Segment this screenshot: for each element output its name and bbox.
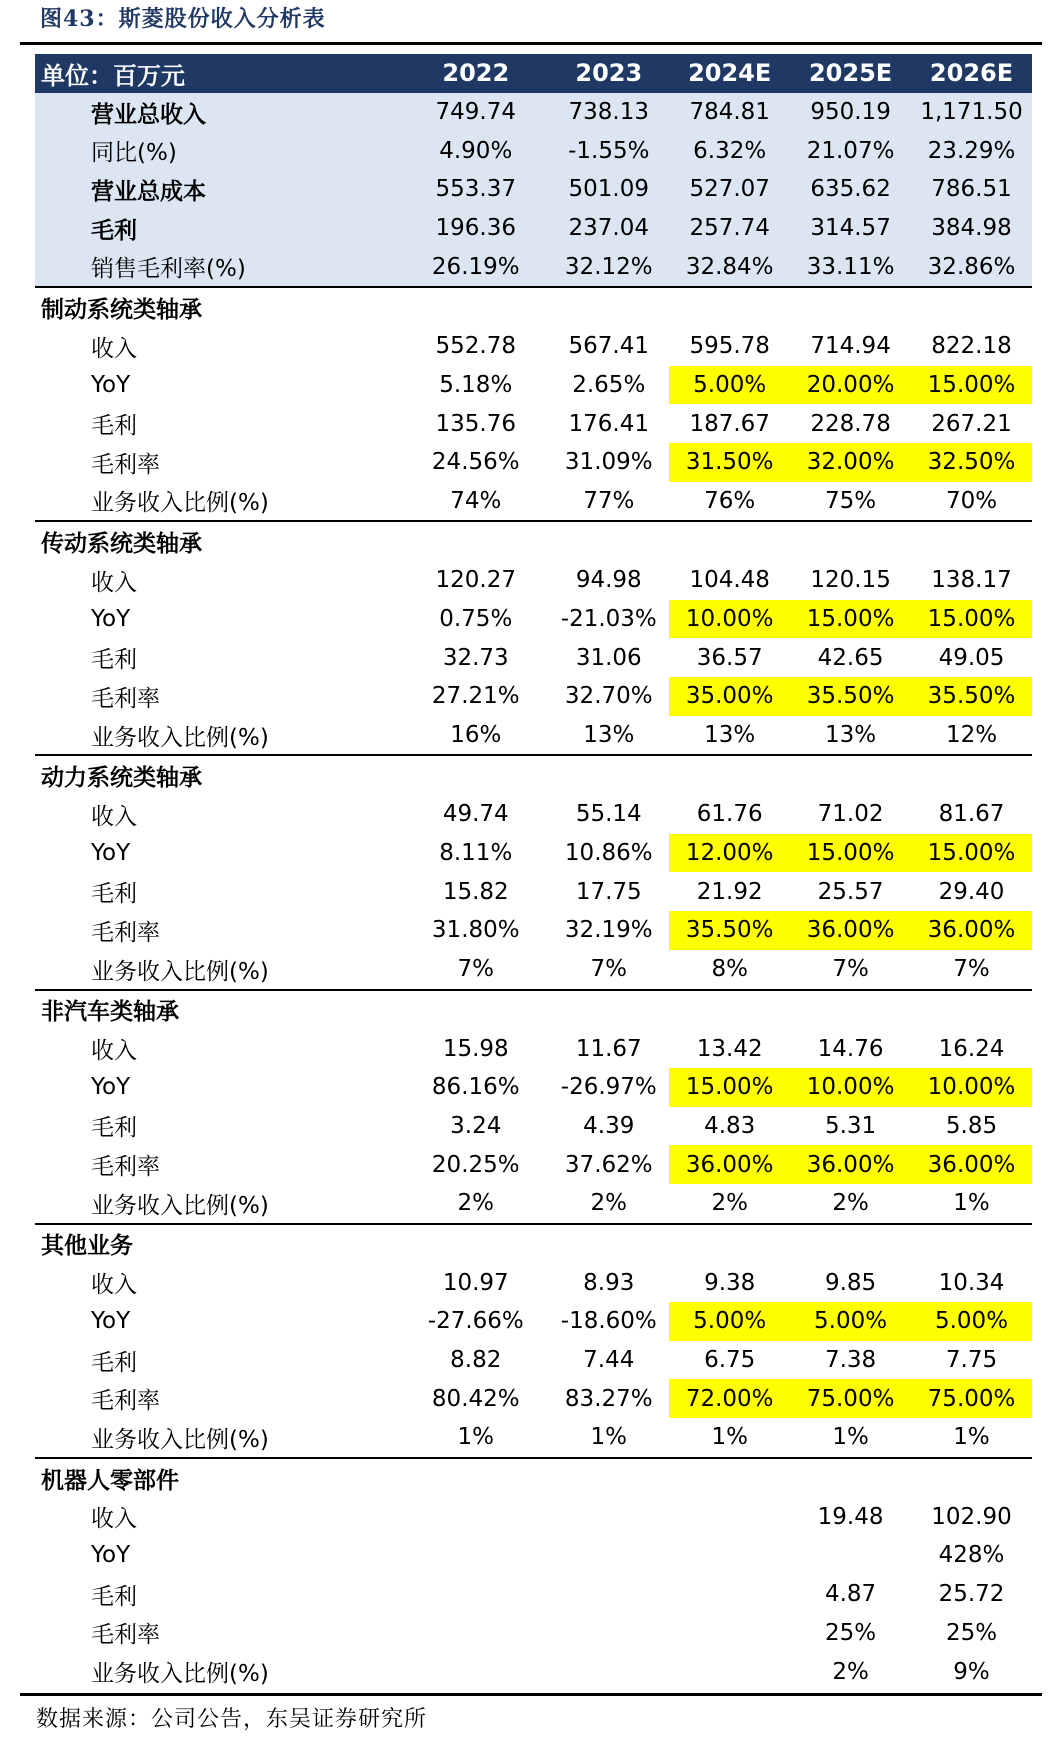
cell-value: 9% (953, 1658, 990, 1685)
cell-value: 7% (953, 956, 990, 983)
row-label: 业务收入比例(%) (91, 958, 269, 985)
cell-value: 33.11% (790, 247, 911, 287)
cell-value: 786.51 (911, 170, 1032, 209)
cell-value: 6.75 (704, 1347, 756, 1374)
highlighted-forecast-cell: 31.50% (669, 443, 790, 482)
cell-value: 8.82 (450, 1347, 502, 1374)
table-row (35, 1418, 1032, 1458)
cell-value: 10.86% (564, 840, 653, 867)
section-title: 其他业务 (35, 1224, 1032, 1264)
highlighted-forecast-cell: 36.00% (790, 1145, 911, 1184)
cell-value: 138.17 (931, 567, 1012, 594)
cell-value: 31.80% (431, 917, 520, 944)
table-row (35, 1652, 1032, 1691)
cell-value (403, 1536, 548, 1575)
row-label: 业务收入比例(%) (91, 1192, 269, 1219)
highlighted-forecast-cell: 5.00% (790, 1302, 911, 1341)
cell-value: 2% (590, 1190, 628, 1217)
table-row (35, 600, 1032, 639)
section-title: 机器人零部件 (35, 1458, 1032, 1498)
cell-value: -1.55% (548, 131, 669, 170)
row-label: YoY (91, 840, 131, 867)
cell-value (669, 1497, 790, 1536)
cell-value: 5.85 (945, 1112, 998, 1139)
cell-value: 77% (583, 487, 635, 514)
row-label: 毛利 (91, 647, 137, 674)
highlighted-forecast-cell: 35.50% (790, 677, 911, 716)
cell-value: -26.97% (560, 1074, 657, 1101)
cell-value (548, 1497, 669, 1536)
cell-value: 71.02 (817, 801, 884, 828)
cell-value: 76% (704, 487, 756, 514)
cell-value: 21.07% (790, 131, 911, 170)
cell-value: 428% (938, 1542, 1005, 1569)
row-label: 业务收入比例(%) (91, 1426, 269, 1453)
cell-value: 29.40 (938, 878, 1005, 905)
cell-value: 7.75 (945, 1347, 998, 1374)
cell-value: 13% (704, 722, 756, 749)
cell-value: 120.27 (435, 567, 517, 594)
row-label: 业务收入比例(%) (91, 1661, 269, 1688)
cell-value: 2% (711, 1190, 748, 1217)
income-analysis-table (35, 54, 1032, 1691)
table-row (35, 1497, 1032, 1536)
row-label: 毛利率 (91, 919, 160, 946)
cell-value (403, 1497, 548, 1536)
cell-value: 257.74 (669, 209, 790, 248)
section-header-row (35, 990, 1032, 1030)
table-body (35, 93, 1032, 1691)
cell-value: 4.83 (704, 1112, 756, 1139)
cell-value (669, 1575, 790, 1614)
highlighted-forecast-cell: 15.00% (911, 366, 1032, 405)
cell-value: 49.74 (442, 801, 509, 828)
cell-value: 1% (953, 1424, 990, 1451)
highlighted-forecast-cell: 75.00% (790, 1379, 911, 1418)
row-label: 收入 (91, 1506, 137, 1533)
cell-value (669, 1614, 790, 1653)
cell-value: -18.60% (560, 1308, 657, 1335)
table-row (35, 1614, 1032, 1653)
cell-value: 8.11% (439, 840, 513, 867)
highlighted-forecast-cell: 10.00% (669, 600, 790, 639)
row-label: 毛利 (91, 413, 137, 440)
cell-value: 4.90% (403, 131, 548, 170)
cell-value: 314.57 (790, 209, 911, 248)
table-row (35, 872, 1032, 911)
cell-value (669, 1536, 790, 1575)
row-label: 业务收入比例(%) (91, 724, 269, 751)
cell-value (403, 1652, 548, 1691)
row-label: YoY (91, 371, 131, 398)
cell-value: 74% (450, 487, 502, 514)
cell-value: 32.84% (669, 247, 790, 287)
cell-value: 237.04 (548, 209, 669, 248)
row-label: 毛利 (91, 1115, 137, 1142)
cell-value: 102.90 (931, 1503, 1012, 1530)
table-row (35, 1263, 1032, 1302)
cell-value (403, 1575, 548, 1614)
highlighted-forecast-cell: 5.00% (669, 366, 790, 405)
cell-value: 13% (825, 722, 877, 749)
cell-value: 81.67 (938, 801, 1005, 828)
highlighted-forecast-cell: 15.00% (790, 834, 911, 873)
highlighted-forecast-cell: 5.00% (669, 1302, 790, 1341)
figure-title: 图43：斯菱股份收入分析表 (40, 6, 326, 32)
table-row (35, 561, 1032, 600)
row-label: 收入 (91, 1272, 137, 1299)
cell-value: 7% (457, 956, 495, 983)
cell-value: 83.27% (564, 1385, 653, 1412)
cell-value (548, 1614, 669, 1653)
cell-value: 8.93 (583, 1269, 635, 1296)
cell-value: 10.34 (938, 1269, 1005, 1296)
cell-value: 1% (457, 1424, 495, 1451)
row-label: 收入 (91, 803, 137, 830)
cell-value: 267.21 (931, 410, 1012, 437)
highlighted-forecast-cell: 35.00% (669, 677, 790, 716)
cell-value: 749.74 (403, 93, 548, 132)
table-row (35, 443, 1032, 482)
table-row (35, 1107, 1032, 1146)
bottom-rule (20, 1693, 1042, 1696)
cell-value: 176.41 (568, 410, 650, 437)
cell-value: 135.76 (435, 410, 517, 437)
section-header-row (35, 755, 1032, 795)
row-label: YoY (91, 1542, 131, 1569)
table-row (35, 482, 1032, 522)
cell-value: 80.42% (431, 1385, 520, 1412)
cell-value: 25% (945, 1619, 998, 1646)
highlighted-forecast-cell: 36.00% (911, 1145, 1032, 1184)
cell-value: 1% (590, 1424, 628, 1451)
cell-value: 501.09 (548, 170, 669, 209)
cell-value: 384.98 (911, 209, 1032, 248)
cell-value: 0.75% (439, 605, 513, 632)
cell-value: 784.81 (669, 93, 790, 132)
cell-value: 86.16% (431, 1074, 520, 1101)
cell-value: 17.75 (575, 878, 642, 905)
cell-value: 75% (825, 487, 877, 514)
cell-value (548, 1536, 669, 1575)
cell-value: 20.25% (431, 1151, 520, 1178)
cell-value: 25.57 (817, 878, 884, 905)
cell-value: 8% (711, 956, 748, 983)
row-label: YoY (91, 1308, 131, 1335)
cell-value: 19.48 (817, 1503, 884, 1530)
cell-value: 49.05 (938, 644, 1005, 671)
cell-value: 32.70% (564, 683, 653, 710)
cell-value: 7% (832, 956, 869, 983)
cell-value: 16% (450, 722, 502, 749)
row-label: 毛利率 (91, 1388, 160, 1415)
cell-value: 7.44 (583, 1347, 635, 1374)
highlighted-forecast-cell: 32.00% (790, 443, 911, 482)
cell-value (669, 1652, 790, 1691)
cell-value: 94.98 (575, 567, 642, 594)
cell-value: 1% (832, 1424, 869, 1451)
table-row (35, 1302, 1032, 1341)
cell-value: 714.94 (810, 333, 891, 360)
table-row (35, 1145, 1032, 1184)
table-row (35, 1575, 1032, 1614)
cell-value: 2% (832, 1190, 869, 1217)
row-label: 毛利率 (91, 451, 160, 478)
cell-value: 26.19% (403, 247, 548, 287)
cell-value: 527.07 (669, 170, 790, 209)
cell-value: 7.38 (824, 1347, 877, 1374)
cell-value: 3.24 (450, 1112, 502, 1139)
row-label: 收入 (91, 569, 137, 596)
table-row (35, 716, 1032, 756)
row-label: 收入 (91, 335, 137, 362)
header-unit: 单位：百万元 (35, 54, 403, 93)
cell-value: 4.87 (824, 1581, 877, 1608)
header-row (35, 54, 1032, 93)
cell-value: 635.62 (790, 170, 911, 209)
source-note: 数据来源：公司公告，东吴证券研究所 (36, 1707, 428, 1732)
cell-value (548, 1652, 669, 1691)
cell-value: 55.14 (575, 801, 642, 828)
highlighted-forecast-cell: 32.50% (911, 443, 1032, 482)
cell-value: 61.76 (696, 801, 763, 828)
cell-value: 25.72 (938, 1581, 1005, 1608)
cell-value: 9.85 (824, 1269, 877, 1296)
section-title: 传动系统类轴承 (35, 521, 1032, 561)
header-year-2024e: 2024E (669, 54, 790, 93)
table-row (35, 1184, 1032, 1224)
row-label: 销售毛利率(%) (35, 247, 403, 287)
table-row (35, 1536, 1032, 1575)
cell-value: 11.67 (575, 1035, 642, 1062)
row-label: 营业总成本 (35, 170, 403, 209)
row-label: 同比(%) (35, 131, 403, 170)
summary-row (35, 247, 1032, 287)
section-title: 非汽车类轴承 (35, 990, 1032, 1030)
row-label: YoY (91, 1074, 131, 1101)
cell-value: 31.06 (575, 644, 642, 671)
cell-value: 23.29% (911, 131, 1032, 170)
highlighted-forecast-cell: 15.00% (790, 600, 911, 639)
cell-value: 13.42 (696, 1035, 763, 1062)
row-label: 毛利 (91, 1349, 137, 1376)
cell-value: 1,171.50 (911, 93, 1032, 132)
highlighted-forecast-cell: 36.00% (911, 911, 1032, 950)
header-year-2026e: 2026E (911, 54, 1032, 93)
highlighted-forecast-cell: 35.50% (669, 911, 790, 950)
cell-value: 2% (832, 1658, 869, 1685)
cell-value: 15.98 (442, 1035, 509, 1062)
row-label: 毛利 (35, 209, 403, 248)
table-row (35, 950, 1032, 990)
highlighted-forecast-cell: 72.00% (669, 1379, 790, 1418)
cell-value: 15.82 (442, 878, 509, 905)
section-header-row (35, 521, 1032, 561)
summary-row (35, 170, 1032, 209)
highlighted-forecast-cell: 15.00% (911, 834, 1032, 873)
highlighted-forecast-cell: 35.50% (911, 677, 1032, 716)
header-year-2025e: 2025E (790, 54, 911, 93)
header-year-2023: 2023 (548, 54, 669, 93)
cell-value: 32.19% (564, 917, 653, 944)
cell-value: 21.92 (696, 878, 763, 905)
row-label: 毛利 (91, 881, 137, 908)
highlighted-forecast-cell: 10.00% (790, 1068, 911, 1107)
cell-value: 14.76 (817, 1035, 884, 1062)
row-label: YoY (91, 605, 131, 632)
table-row (35, 327, 1032, 366)
highlighted-forecast-cell: 36.00% (790, 911, 911, 950)
table-row (35, 677, 1032, 716)
table-row (35, 1029, 1032, 1068)
cell-value (403, 1614, 548, 1653)
highlighted-forecast-cell: 20.00% (790, 366, 911, 405)
cell-value (548, 1575, 669, 1614)
cell-value: 567.41 (568, 333, 650, 360)
highlighted-forecast-cell: 36.00% (669, 1145, 790, 1184)
cell-value: 37.62% (564, 1151, 653, 1178)
cell-value: 5.31 (824, 1112, 877, 1139)
row-label: 毛利率 (91, 1154, 160, 1181)
cell-value: 27.21% (431, 683, 520, 710)
cell-value: 9.38 (704, 1269, 756, 1296)
cell-value: 2% (457, 1190, 495, 1217)
cell-value: 42.65 (817, 644, 884, 671)
cell-value: 31.09% (564, 449, 653, 476)
table-row (35, 911, 1032, 950)
cell-value: 25% (825, 1619, 877, 1646)
row-label: 收入 (91, 1038, 137, 1065)
highlighted-forecast-cell: 5.00% (911, 1302, 1032, 1341)
section-title: 制动系统类轴承 (35, 287, 1032, 327)
cell-value: 36.57 (696, 644, 763, 671)
section-header-row (35, 1458, 1032, 1498)
row-label: 业务收入比例(%) (91, 490, 269, 517)
highlighted-forecast-cell: 75.00% (911, 1379, 1032, 1418)
cell-value: 822.18 (931, 333, 1012, 360)
cell-value: 32.86% (911, 247, 1032, 287)
summary-row (35, 209, 1032, 248)
cell-value: 5.18% (439, 371, 513, 398)
cell-value: 7% (590, 956, 628, 983)
table-row (35, 1341, 1032, 1380)
cell-value: 552.78 (435, 333, 517, 360)
cell-value: -27.66% (427, 1308, 524, 1335)
cell-value: 13% (583, 722, 635, 749)
table-row (35, 366, 1032, 405)
top-rule (20, 42, 1042, 45)
highlighted-forecast-cell: 15.00% (669, 1068, 790, 1107)
row-label: 毛利率 (91, 1622, 160, 1649)
cell-value: 120.15 (810, 567, 891, 594)
header-year-2022: 2022 (403, 54, 548, 93)
cell-value: 6.32% (669, 131, 790, 170)
table-row (35, 404, 1032, 443)
cell-value: 32.73 (442, 644, 509, 671)
cell-value: 32.12% (548, 247, 669, 287)
cell-value: 950.19 (790, 93, 911, 132)
cell-value: 12% (945, 722, 998, 749)
cell-value: 1% (953, 1190, 990, 1217)
cell-value: 16.24 (938, 1035, 1005, 1062)
row-label: 营业总收入 (35, 93, 403, 132)
table-row (35, 834, 1032, 873)
table-row (35, 1068, 1032, 1107)
row-label: 毛利 (91, 1583, 137, 1610)
section-title: 动力系统类轴承 (35, 755, 1032, 795)
section-header-row (35, 1224, 1032, 1264)
cell-value: -21.03% (560, 605, 657, 632)
cell-value: 4.39 (583, 1112, 635, 1139)
summary-row (35, 131, 1032, 170)
cell-value: 228.78 (810, 410, 891, 437)
table-row (35, 638, 1032, 677)
cell-value: 595.78 (689, 333, 770, 360)
section-header-row (35, 287, 1032, 327)
cell-value: 24.56% (431, 449, 520, 476)
cell-value (790, 1536, 911, 1575)
cell-value: 2.65% (572, 371, 646, 398)
highlighted-forecast-cell: 10.00% (911, 1068, 1032, 1107)
cell-value: 187.67 (689, 410, 770, 437)
cell-value: 70% (945, 487, 998, 514)
cell-value: 104.48 (689, 567, 770, 594)
cell-value: 738.13 (548, 93, 669, 132)
highlighted-forecast-cell: 12.00% (669, 834, 790, 873)
cell-value: 1% (711, 1424, 748, 1451)
table-row (35, 795, 1032, 834)
cell-value: 196.36 (403, 209, 548, 248)
highlighted-forecast-cell: 15.00% (911, 600, 1032, 639)
summary-row (35, 93, 1032, 132)
cell-value: 10.97 (442, 1269, 509, 1296)
cell-value: 553.37 (403, 170, 548, 209)
row-label: 毛利率 (91, 685, 160, 712)
table-row (35, 1379, 1032, 1418)
